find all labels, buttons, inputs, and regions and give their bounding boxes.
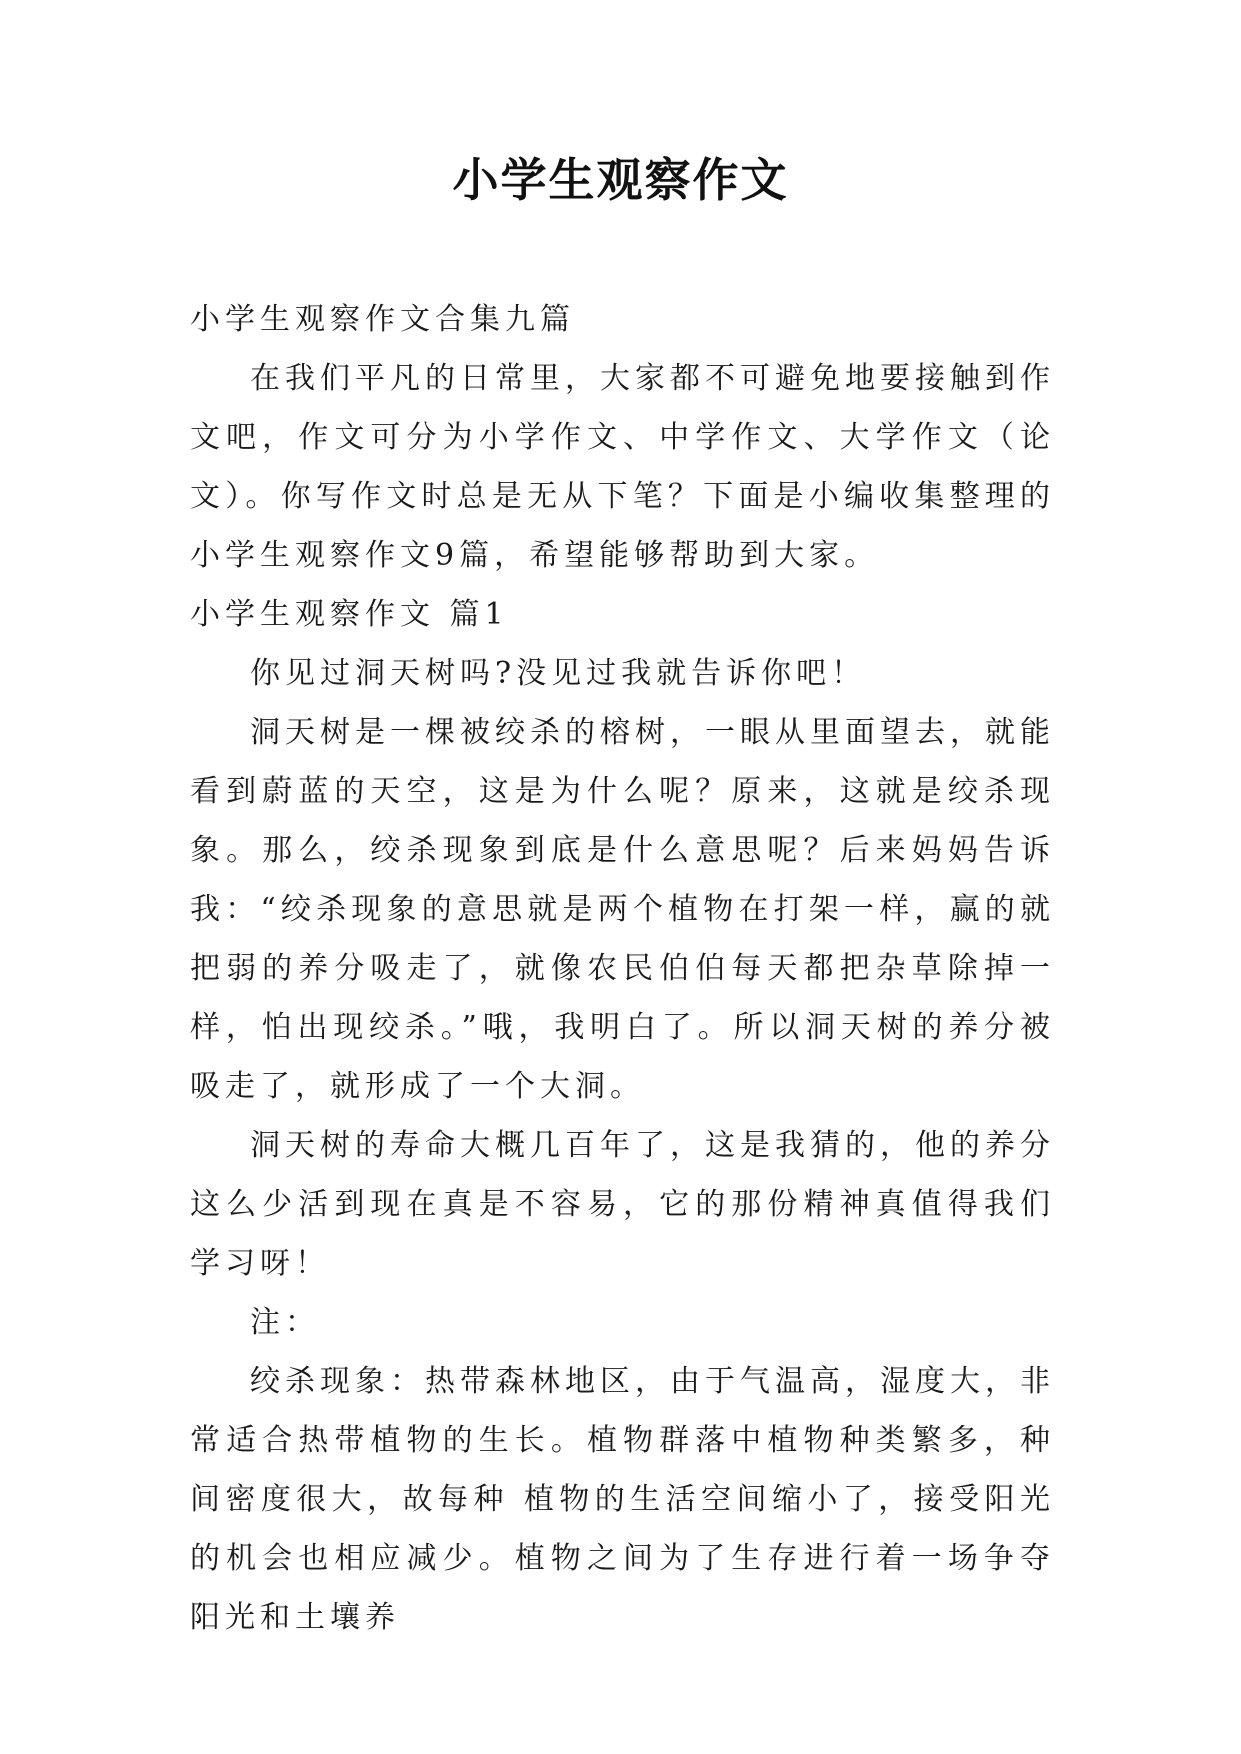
note-paragraph: 绞杀现象：热带森林地区，由于气温高，湿度大，非常适合热带植物的生长。植物群落中植物种类繁多，种间密度很大，故每种 植物的生活空间缩小了，接受阳光的机会也相应减少。植物之间为了生存进行着一场争夺阳光和土壤养: [190, 1364, 1055, 1635]
document-title: 小学生观察作文: [452, 153, 789, 207]
paragraph: 洞天树是一棵被绞杀的榕树，一眼从里面望去，就能看到蔚蓝的天空，这是为什么呢？原来，这就是绞杀现象。那么，绞杀现象到底是什么意思呢？后来妈妈告诉我：“绞杀现象的意思就是两个植物在打架一样，赢的就把弱的养分吸走了，就像农民伯伯每天都把杂草除掉一样，怕出现绞杀。”哦，我明白了。所以洞天树的养分被吸走了，就形成了一个大洞。: [190, 715, 1055, 1104]
section-heading: 小学生观察作文 篇1: [190, 597, 509, 632]
subtitle-heading: 小学生观察作文合集九篇: [190, 302, 575, 337]
intro-paragraph: 在我们平凡的日常里，大家都不可避免地要接触到作文吧，作文可分为小学作文、中学作文、大学作文（论文）。你写作文时总是无从下笔？下面是小编收集整理的小学生观察作文9篇，希望能够帮助到大家。: [190, 361, 1055, 573]
note-label: 注：: [250, 1305, 320, 1340]
paragraph: 洞天树的寿命大概几百年了，这是我猜的，他的养分这么少活到现在真是不容易，它的那份精神真值得我们学习呀！: [190, 1128, 1055, 1281]
paragraph: 你见过洞天树吗?没见过我就告诉你吧！: [250, 656, 867, 691]
document-body: [190, 290, 1055, 1647]
